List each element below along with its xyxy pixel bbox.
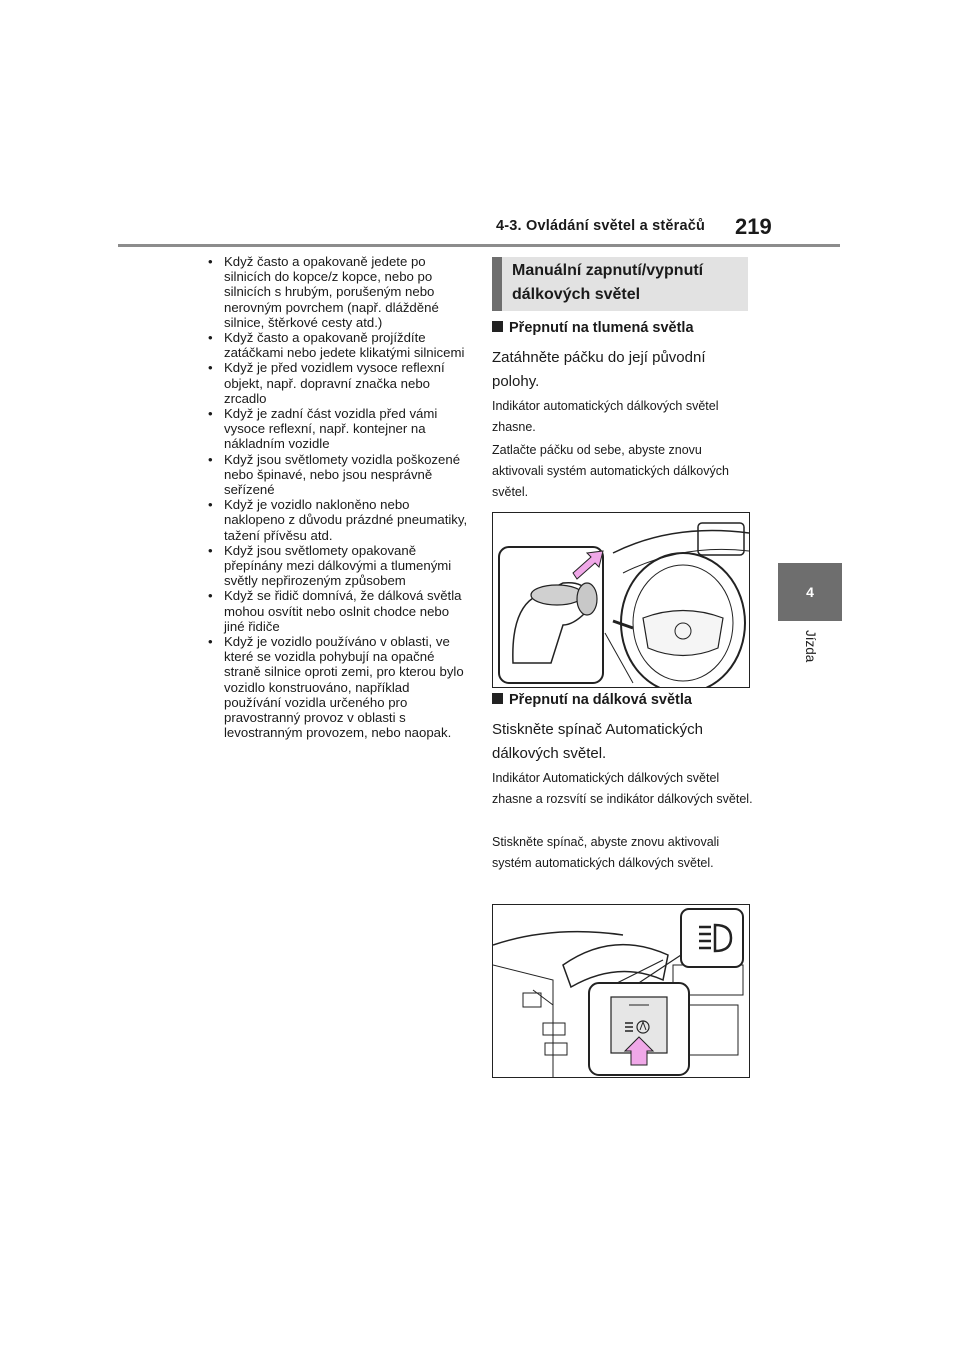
page-number: 219 bbox=[735, 214, 772, 239]
square-bullet-icon bbox=[492, 321, 503, 332]
list-item: • Když je vozidlo používáno v oblasti, ve které se vozidla pohybují na opačné straně silnice oproti zemi, pro kterou bylo vozidlo konstruováno, například používání vozidla určeného pro pravostranný provoz v oblasti s levostranným provozem, nebo naopak. bbox=[208, 634, 470, 740]
chapter-tab[interactable] bbox=[778, 563, 842, 621]
list-item: • Když je zadní část vozidla před vámi vysoce reflexní, např. kontejner na nákladním vozidle bbox=[208, 406, 470, 452]
list-item: • Když často a opakovaně projíždíte zatáčkami nebo jedete klikatými silnicemi bbox=[208, 330, 470, 360]
note-text: Indikátor automatických dálkových světel zhasne. bbox=[492, 399, 719, 434]
subheading-low-beam: Přepnutí na tlumená světla bbox=[492, 320, 694, 336]
steering-lever-illustration bbox=[492, 512, 750, 688]
note-text: Indikátor Automatických dálkových světel zhasne a rozsvítí se indikátor dálkových světel. bbox=[492, 771, 753, 806]
list-item: • Když často a opakovaně jedete po silnicích do kopce/z kopce, nebo po silnicích s hrubým, porušeným nebo nerovným povrchem (např. dlážděné silnice, štěrkové cesty atd.) bbox=[208, 254, 470, 330]
note-text: Zatlačte páčku od sebe, abyste znovu aktivovali systém automatických dálkových světel. bbox=[492, 443, 729, 499]
note-text: Stiskněte spínač, abyste znovu aktivovali systém automatických dálkových světel. bbox=[492, 835, 720, 870]
list-item: • Když jsou světlomety vozidla poškozené nebo špinavé, nebo jsou nesprávně seřízené bbox=[208, 452, 470, 498]
instruction-text: Stiskněte spínač Automatických dálkových světel. bbox=[492, 721, 703, 762]
condition-list bbox=[208, 254, 470, 741]
subheading-high-beam: Přepnutí na dálková světla bbox=[492, 692, 692, 708]
list-item: • Když jsou světlomety opakovaně přepínány mezi dálkovými a tlumenými světly nepřirozeným způsobem bbox=[208, 543, 470, 589]
header-divider bbox=[118, 244, 840, 247]
chapter-label: Jízda bbox=[803, 630, 818, 663]
list-item: • Když je vozidlo nakloněno nebo naklopeno z důvodu prázdné pneumatiky, tažení přívěsu atd. bbox=[208, 497, 470, 543]
chapter-number: 4 bbox=[806, 584, 814, 600]
list-item: • Když je před vozidlem vysoce reflexní objekt, např. dopravní značka nebo zrcadlo bbox=[208, 360, 470, 406]
square-bullet-icon bbox=[492, 693, 503, 704]
instruction-text: Zatáhněte páčku do její původní polohy. bbox=[492, 349, 706, 390]
section-heading-box: Manuální zapnutí/vypnutí dálkových světel bbox=[492, 257, 748, 311]
high-beam-switch-illustration bbox=[492, 904, 750, 1078]
list-item: • Když se řidič domnívá, že dálková světla mohou osvítit nebo oslnit chodce nebo jiné řidiče bbox=[208, 588, 470, 634]
section-title: 4-3. Ovládání světel a stěračů bbox=[496, 218, 706, 234]
